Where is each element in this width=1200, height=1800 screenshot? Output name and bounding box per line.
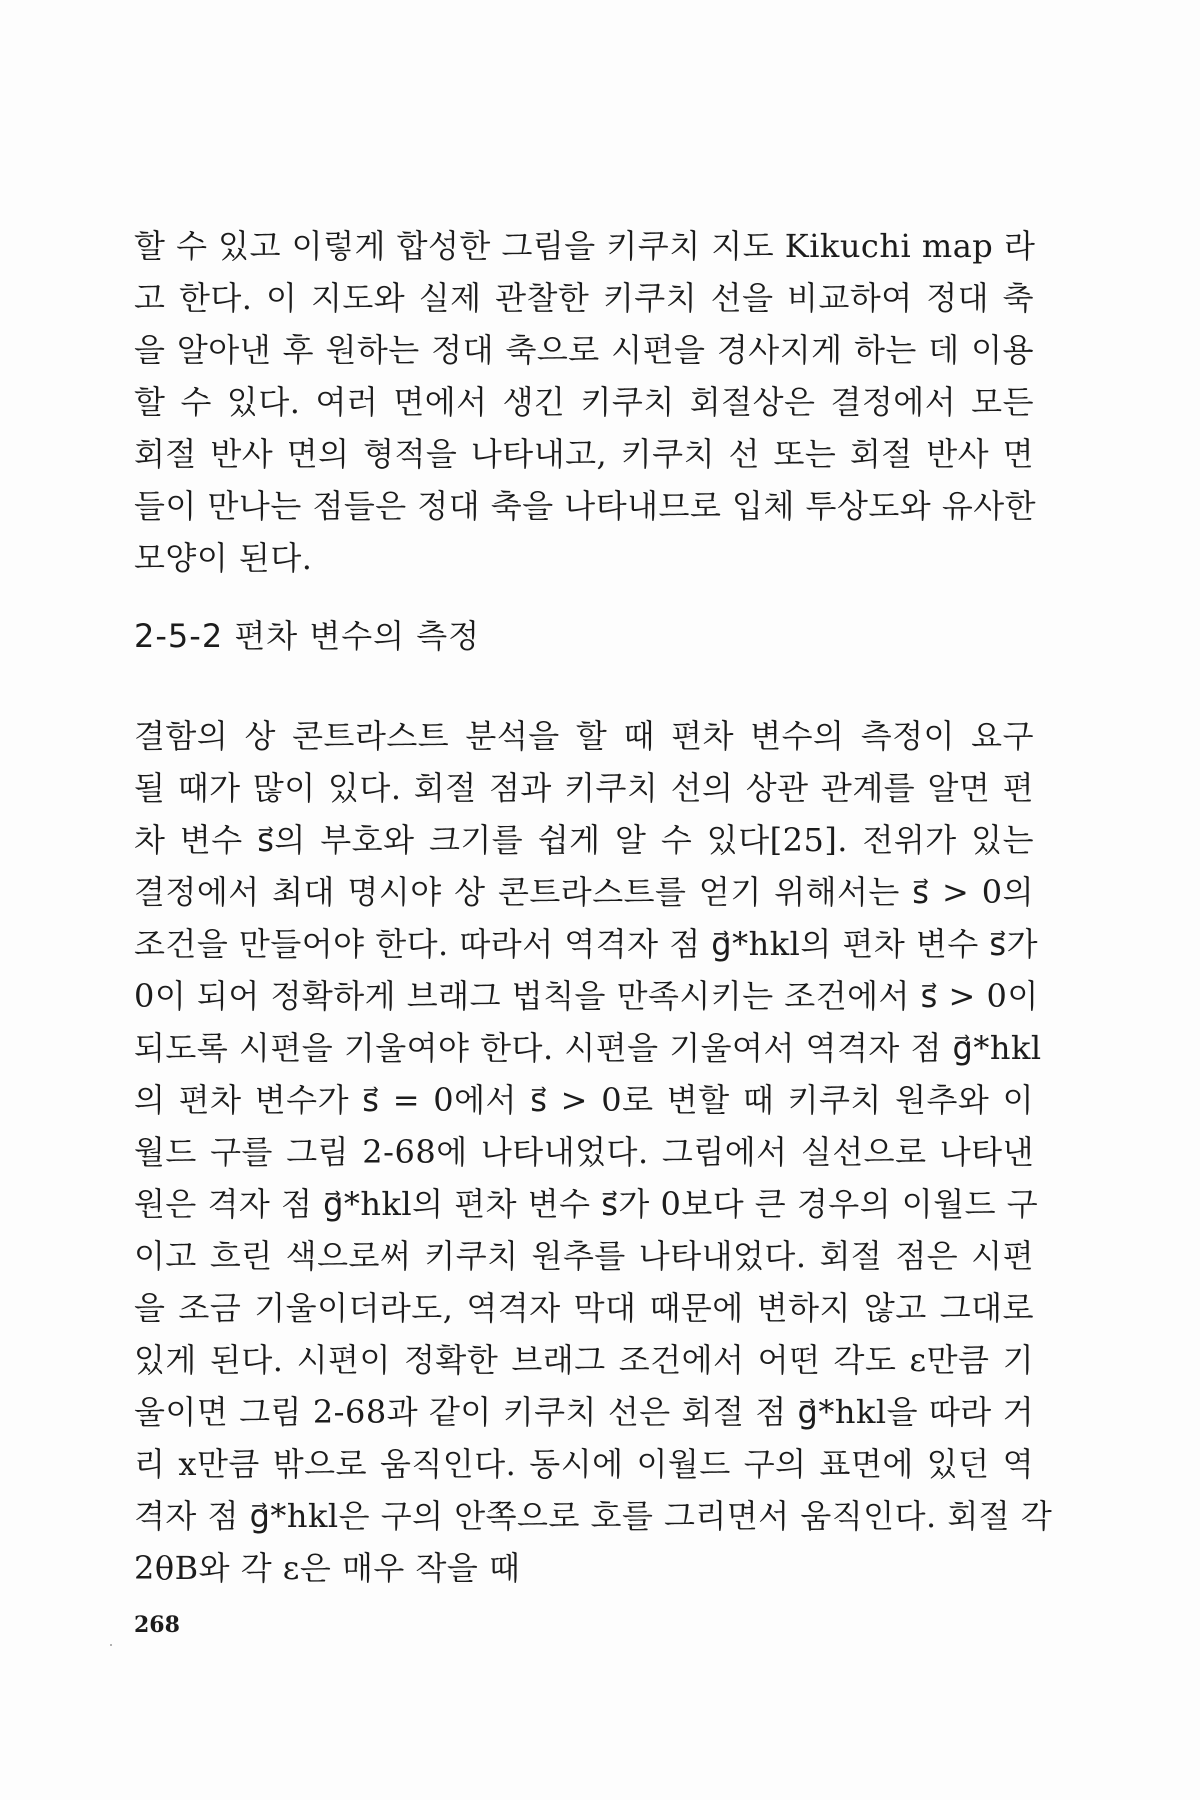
text-line: 할 수 있다. 여러 면에서 생긴 키쿠치 회절상은 결정에서 모든 <box>134 383 1034 421</box>
text-line: 울이면 그림 2-68과 같이 키쿠치 선은 회절 점 g⃗*hkl을 따라 거 <box>134 1393 1034 1431</box>
paragraph-kikuchi-map <box>134 220 1037 584</box>
text-line: 들이 만나는 점들은 정대 축을 나타내므로 입체 투상도와 유사한 <box>134 487 1037 525</box>
text-line: 월드 구를 그림 2-68에 나타내었다. 그림에서 실선으로 나타낸 <box>134 1133 1034 1171</box>
text-line: 할 수 있고 이렇게 합성한 그림을 키쿠치 지도 Kikuchi map 라 <box>134 227 1036 265</box>
paragraph-deviation-parameter <box>134 710 1053 1594</box>
text-line: 결정에서 최대 명시야 상 콘트라스트를 얻기 위해서는 s⃗ > 0의 <box>134 873 1034 911</box>
text-line: 원은 격자 점 g⃗*hkl의 편차 변수 s⃗가 0보다 큰 경우의 이월드 구 <box>134 1185 1039 1223</box>
text-line: 0이 되어 정확하게 브래그 법칙을 만족시키는 조건에서 s⃗ > 0이 <box>134 977 1039 1015</box>
text-line: 고 한다. 이 지도와 실제 관찰한 키쿠치 선을 비교하여 정대 축 <box>134 279 1034 317</box>
text-line: 조건을 만들어야 한다. 따라서 역격자 점 g⃗*hkl의 편차 변수 s⃗가 <box>134 925 1039 963</box>
text-line: 차 변수 s⃗의 부호와 크기를 쉽게 알 수 있다[25]. 전위가 있는 <box>134 821 1034 859</box>
scan-speck <box>110 1644 112 1646</box>
text-line: 을 조금 기울이더라도, 역격자 막대 때문에 변하지 않고 그대로 <box>134 1289 1034 1327</box>
text-line: 리 x만큼 밖으로 움직인다. 동시에 이월드 구의 표면에 있던 역 <box>134 1445 1034 1483</box>
text-line: 결함의 상 콘트라스트 분석을 할 때 편차 변수의 측정이 요구 <box>134 717 1034 755</box>
text-line: 격자 점 g⃗*hkl은 구의 안쪽으로 호를 그리면서 움직인다. 회절 각 <box>134 1497 1053 1535</box>
text-line: 모양이 된다. <box>134 539 313 577</box>
page-number: 268 <box>134 1612 180 1638</box>
text-line: 의 편차 변수가 s⃗ = 0에서 s⃗ > 0로 변할 때 키쿠치 원추와 이 <box>134 1081 1034 1119</box>
text-line: 되도록 시편을 기울여야 한다. 시편을 기울여서 역격자 점 g⃗*hkl <box>134 1029 1042 1067</box>
text-line: 을 알아낸 후 원하는 정대 축으로 시편을 경사지게 하는 데 이용 <box>134 331 1034 369</box>
text-line: 될 때가 많이 있다. 회절 점과 키쿠치 선의 상관 관계를 알면 편 <box>134 769 1034 807</box>
section-heading: 2-5-2 편차 변수의 측정 <box>134 617 481 655</box>
text-line: 있게 된다. 시편이 정확한 브래그 조건에서 어떤 각도 ε만큼 기 <box>134 1341 1034 1379</box>
text-line: 회절 반사 면의 형적을 나타내고, 키쿠치 선 또는 회절 반사 면 <box>134 435 1034 473</box>
text-line: 이고 흐린 색으로써 키쿠치 원추를 나타내었다. 회절 점은 시편 <box>134 1237 1034 1275</box>
text-line: 2θB와 각 ε은 매우 작을 때 <box>134 1549 521 1587</box>
